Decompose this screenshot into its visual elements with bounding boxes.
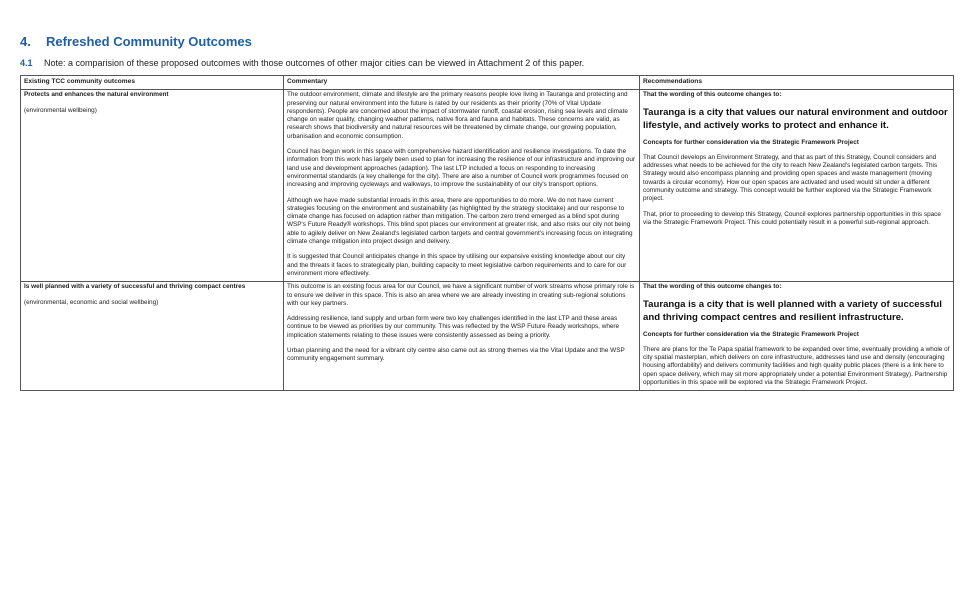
commentary-paragraph: Although we have made substantial inroads in this area, there are opportunities to do more. We do not have current strategies focusing on the environment and sustainability (as highlighted by the strategy stocktake) and our response to climate change has focused on adaption rather than mitigation. The carbon zero trend emerged as a blind spot during WSP's Future Ready® workshops. This blind spot places our environment at greater risk, and also risks our city not being able to agilely deliver on New Zealand's legislated carbon targets and central government's increasing focus on integrating climate change mitigation into project design and delivery. bbox=[287, 196, 633, 246]
header-existing-outcomes: Existing TCC community outcomes bbox=[21, 76, 284, 90]
outcome-wellbeing: (environmental, economic and social wellbeing) bbox=[24, 298, 159, 306]
commentary-cell bbox=[284, 282, 640, 391]
outcome-title: Is well planned with a variety of successful and thriving compact centres bbox=[24, 283, 246, 291]
recommendation-paragraph: That, prior to proceeding to develop this Strategy, Council explores partnership opportunities in this space via the Strategic Framework Project. This could potentially result in a powerful sub-regional approach. bbox=[643, 210, 941, 226]
commentary-cell bbox=[284, 90, 640, 282]
outcome-wellbeing: (environmental wellbeing) bbox=[24, 106, 97, 114]
header-commentary: Commentary bbox=[284, 76, 640, 90]
note-paragraph bbox=[20, 58, 584, 68]
concepts-heading: Concepts for further consideration via the Strategic Framework Project bbox=[643, 138, 859, 146]
outcome-cell bbox=[21, 90, 284, 282]
recommendation-lead: That the wording of this outcome changes to: bbox=[643, 283, 782, 291]
recommendation-cell bbox=[640, 282, 954, 391]
concepts-heading: Concepts for further consideration via the Strategic Framework Project bbox=[643, 330, 859, 338]
commentary-paragraph: Urban planning and the need for a vibrant city centre also came out as strong themes via the Vital Update and the WSP community engagement summary. bbox=[287, 347, 625, 363]
note-text: Note: a comparision of these proposed outcomes with those outcomes of other major cities can be viewed in Attachment 2 of this paper. bbox=[44, 58, 585, 68]
header-recommendations: Recommendations bbox=[640, 76, 954, 90]
outcomes-table bbox=[20, 75, 954, 391]
recommendation-cell bbox=[640, 90, 954, 282]
recommended-outcome-wording: Tauranga is a city that values our natural environment and outdoor lifestyle, and actively works to protect and enhance it. bbox=[643, 106, 948, 131]
section-title: Refreshed Community Outcomes bbox=[46, 34, 252, 49]
section-number: 4. bbox=[20, 34, 31, 49]
outcome-cell bbox=[21, 282, 284, 391]
commentary-paragraph: The outdoor environment, climate and lifestyle are the primary reasons people love living in Tauranga and protecting and preserving our natural environment into the future is rated by our residents as their priority (70% of Vital Update respondents). People are concerned about the impact of stormwater runoff, coastal erosion, rising sea levels and climate change on water quality, changing weather patterns, native flora and fauna and habitats. These concerns are valid, as research shows that biodiversity and natural resources will be threatened by climate change, our growing population, urbanisation and economic consumption. bbox=[287, 91, 628, 140]
recommendation-lead: That the wording of this outcome changes to: bbox=[643, 91, 782, 99]
table-header-row bbox=[21, 76, 954, 90]
outcome-title: Protects and enhances the natural environment bbox=[24, 91, 169, 99]
recommended-outcome-wording: Tauranga is a city that is well planned with a variety of successful and thriving compact centres and resilient infrastructure. bbox=[643, 298, 942, 323]
commentary-paragraph: Addressing resilience, land supply and urban form were two key challenges identified in the last LTP and these areas continue to be viewed as priorities by our community. This was reflected by the WSP Future Ready workshops, where implication statements relating to these issues were consistently assessed as being a priority. bbox=[287, 315, 620, 339]
table-row bbox=[21, 90, 954, 282]
section-heading bbox=[20, 34, 252, 49]
recommendation-paragraph: That Council develops an Environment Strategy, and that as part of this Strategy, Council considers and addresses what needs to be achieved for the city to reach New Zealand's legislated carbon targets. This Strategy would also encompass planning and providing open spaces and waste management (moving towards a circular economy). How our open spaces are activated and used would sit under a different community outcome and strategy. This concept would be further explored via the Strategic Framework project. bbox=[643, 153, 938, 203]
recommendation-paragraph: There are plans for the Te Papa spatial framework to be expanded over time, eventually providing a whole of city spatial masterplan, which delivers on core infrastructure, addresses land use and density (encouraging housing affordability) and delivers community facilities and high quality public places (there is a link here to open space delivery, which may sit more appropriately under a potential Environment Strategy). Partnership opportunities in this space will be explored via the Strategic Framework Project. bbox=[643, 345, 950, 387]
table-row bbox=[21, 282, 954, 391]
commentary-paragraph: This outcome is an existing focus area for our Council, we have a significant number of work streams whose primary role is to ensure we deliver in this space. This is also an area where we are already investing in creating sub-regional solutions with our key partners. bbox=[287, 283, 635, 307]
commentary-paragraph: It is suggested that Council anticipates change in this space by utilising our expansive existing knowledge about our city and the threats it faces to strategically plan, building capacity to meet legislative carbon requirements and to care for our environment more effectively. bbox=[287, 253, 627, 277]
commentary-paragraph: Council has begun work in this space with comprehensive hazard identification and resilience investigations. To date the information from this work has largely been used to plan for increasing the resilience of our infrastructure and improving our land use and development approaches (adaption). The last LTP included a focus on responding to increasing environmental standards (a key challenge for the city). There are also a number of Council work programmes focused on increasing and improving cycleways and walkways, to improve the sustainability of our city's transport options. bbox=[287, 148, 636, 189]
note-number: 4.1 bbox=[20, 58, 33, 68]
